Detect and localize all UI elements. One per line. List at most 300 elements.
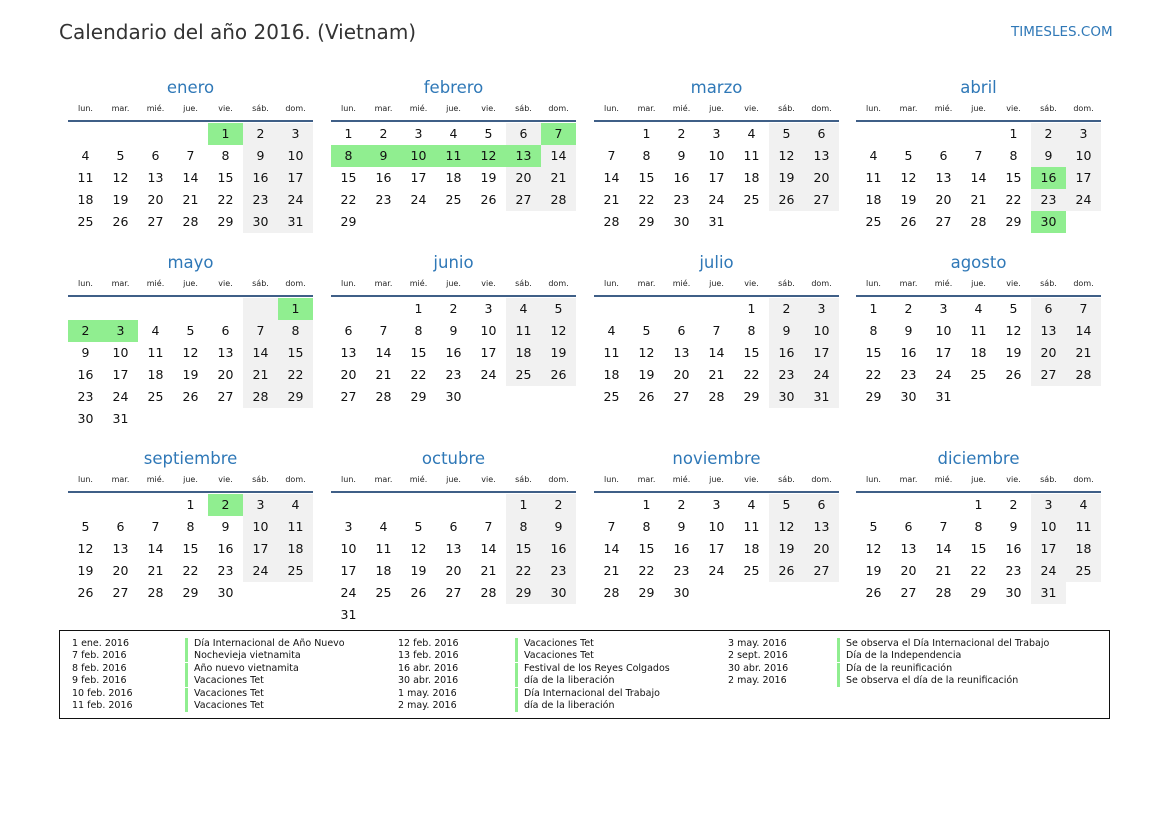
day-cell: 24: [340, 585, 357, 600]
day-cell: 18: [1066, 538, 1101, 560]
weekday-label: jue.: [183, 475, 198, 484]
day-cell: 27: [506, 189, 541, 211]
day-cell: 13: [900, 541, 917, 556]
day-cell: 7: [1066, 298, 1101, 320]
month-name: mayo: [167, 253, 214, 272]
day-cell: 2: [677, 497, 686, 512]
day-cell: 22: [1005, 192, 1022, 207]
day-cell: 2: [243, 123, 278, 145]
empty-cell: [366, 298, 401, 320]
empty-cell: [208, 408, 243, 430]
weekday-label: sáb.: [778, 104, 795, 113]
day-cell: 4: [974, 301, 983, 316]
weekday-label: mié.: [409, 279, 428, 288]
weekday-label: jue.: [971, 279, 986, 288]
day-cell: 27: [112, 585, 129, 600]
day-cell: 30: [541, 582, 576, 604]
empty-cell: [103, 494, 138, 516]
empty-cell: [173, 123, 208, 145]
day-cell: 16: [1005, 541, 1022, 556]
weekday-label: mié.: [146, 475, 165, 484]
day-cell: 25: [278, 560, 313, 582]
day-cell: 10: [278, 145, 313, 167]
day-cell: 23: [900, 367, 917, 382]
day-cell: 8: [221, 148, 230, 163]
empty-cell: [541, 604, 576, 626]
month-febrero: [331, 70, 576, 233]
weekday-header: [331, 473, 576, 493]
day-cell: 2: [1009, 497, 1018, 512]
weekday-label: jue.: [709, 104, 724, 113]
empty-cell: [804, 582, 839, 604]
day-cell: 14: [480, 541, 497, 556]
empty-cell: [278, 408, 313, 430]
day-cell: 1: [186, 497, 195, 512]
day-cell: 14: [541, 145, 576, 167]
day-cell: 27: [1031, 364, 1066, 386]
day-cell: 16: [900, 345, 917, 360]
day-cell: 23: [445, 367, 462, 382]
holiday-name: Vacaciones Tet: [185, 688, 264, 700]
day-cell: 14: [375, 345, 392, 360]
weekday-label: sáb.: [778, 475, 795, 484]
empty-cell: [891, 123, 926, 145]
day-cell: 9: [769, 320, 804, 342]
day-cell: 26: [1005, 367, 1022, 382]
day-cell: 24: [935, 367, 952, 382]
month-name: octubre: [421, 449, 486, 468]
day-cell: 24: [278, 189, 313, 211]
day-cell: 7: [607, 519, 616, 534]
weekday-label: mié.: [672, 104, 691, 113]
weekday-label: mar.: [637, 104, 656, 113]
weekday-label: sáb.: [1040, 104, 1057, 113]
day-cell: 7: [243, 320, 278, 342]
day-cell: 17: [708, 170, 725, 185]
empty-cell: [506, 386, 541, 408]
day-cell: 18: [278, 538, 313, 560]
day-cell: 20: [673, 367, 690, 382]
day-cell: 19: [1005, 345, 1022, 360]
day-cell: 21: [603, 192, 620, 207]
weekday-label: jue.: [446, 279, 461, 288]
day-cell: 24: [804, 364, 839, 386]
month-enero: [68, 70, 313, 233]
weekday-label: mar.: [899, 279, 918, 288]
day-cell: 13: [804, 145, 839, 167]
day-cell: 27: [340, 389, 357, 404]
day-cell: 12: [1005, 323, 1022, 338]
month-name: julio: [699, 253, 734, 272]
day-cell: 13: [147, 170, 164, 185]
day-cell: 26: [541, 364, 576, 386]
empty-cell: [594, 494, 629, 516]
day-grid: [856, 298, 1101, 408]
weekday-label: dom.: [811, 279, 832, 288]
day-cell: 14: [1066, 320, 1101, 342]
day-cell: 22: [638, 192, 655, 207]
empty-cell: [734, 582, 769, 604]
empty-cell: [1066, 582, 1101, 604]
weekday-label: mar.: [637, 279, 656, 288]
day-cell: 18: [603, 367, 620, 382]
weekday-label: mié.: [672, 279, 691, 288]
day-cell: 16: [541, 538, 576, 560]
day-cell: 7: [484, 519, 493, 534]
day-cell: 20: [900, 563, 917, 578]
day-cell: 12: [410, 541, 427, 556]
day-cell: 28: [935, 585, 952, 600]
weekday-label: dom.: [285, 104, 306, 113]
empty-cell: [1031, 386, 1066, 408]
day-cell: 5: [769, 494, 804, 516]
day-cell: 12: [769, 145, 804, 167]
holiday-name: Vacaciones Tet: [515, 638, 594, 650]
day-cell: 15: [340, 170, 357, 185]
day-cell: 25: [77, 214, 94, 229]
day-cell: 16: [375, 170, 392, 185]
weekday-label: mar.: [374, 104, 393, 113]
day-cell: 30: [673, 585, 690, 600]
day-cell: 4: [151, 323, 160, 338]
day-cell: 15: [638, 170, 655, 185]
day-cell: 21: [147, 563, 164, 578]
month-noviembre: [594, 441, 839, 604]
day-cell: 9: [243, 145, 278, 167]
day-cell: 19: [541, 342, 576, 364]
day-cell: 22: [410, 367, 427, 382]
day-cell: 2: [541, 494, 576, 516]
holiday-name: Se observa el Día Internacional del Trabajo: [837, 638, 1049, 650]
site-name[interactable]: TIMESLES.COM: [1011, 24, 1113, 40]
day-cell: 25: [147, 389, 164, 404]
day-cell: 5: [186, 323, 195, 338]
weekday-label: dom.: [1073, 104, 1094, 113]
day-cell: 8: [747, 323, 756, 338]
empty-cell: [1066, 211, 1101, 233]
day-cell: 25: [970, 367, 987, 382]
day-cell: 13: [673, 345, 690, 360]
day-cell: 1: [278, 298, 313, 320]
day-cell: 17: [480, 345, 497, 360]
day-cell: 24: [1066, 189, 1101, 211]
day-cell: 31: [1031, 582, 1066, 604]
weekday-label: vie.: [481, 475, 496, 484]
weekday-label: mar.: [111, 279, 130, 288]
holiday-name: Día Internacional de Año Nuevo: [185, 638, 345, 650]
empty-cell: [699, 582, 734, 604]
weekday-label: jue.: [183, 104, 198, 113]
day-cell: 16: [243, 167, 278, 189]
empty-cell: [471, 211, 506, 233]
day-cell: 24: [708, 563, 725, 578]
day-cell: 10: [340, 541, 357, 556]
day-cell: 26: [865, 585, 882, 600]
empty-cell: [594, 298, 629, 320]
holiday-date: 30 abr. 2016: [398, 675, 459, 687]
day-cell: 16: [445, 345, 462, 360]
day-cell: 4: [81, 148, 90, 163]
day-cell: 5: [904, 148, 913, 163]
day-cell: 18: [375, 563, 392, 578]
day-cell: 18: [77, 192, 94, 207]
day-cell: 9: [449, 323, 458, 338]
month-name: septiembre: [143, 449, 238, 468]
day-cell: 5: [484, 126, 493, 141]
holiday-name: Día Internacional del Trabajo: [515, 688, 660, 700]
day-cell: 28: [603, 585, 620, 600]
day-cell: 5: [1009, 301, 1018, 316]
weekday-header: [856, 473, 1101, 493]
day-cell: 11: [743, 148, 760, 163]
day-cell: 28: [541, 189, 576, 211]
holiday-date: 1 may. 2016: [398, 687, 457, 699]
weekday-label: mar.: [899, 104, 918, 113]
weekday-label: dom.: [811, 475, 832, 484]
day-cell: 17: [112, 367, 129, 382]
weekday-label: sáb.: [515, 279, 532, 288]
day-cell: 19: [182, 367, 199, 382]
day-cell: 30: [445, 389, 462, 404]
empty-cell: [961, 123, 996, 145]
day-cell: 15: [506, 538, 541, 560]
day-cell: 28: [970, 214, 987, 229]
holiday-name: Día de la Independencia: [837, 650, 961, 662]
holiday-legend: [59, 630, 1110, 719]
day-cell: 21: [603, 563, 620, 578]
day-cell: 17: [1031, 538, 1066, 560]
weekday-label: sáb.: [778, 279, 795, 288]
day-cell: 5: [541, 298, 576, 320]
weekday-header: [594, 102, 839, 122]
holiday-name: día de la liberación: [515, 675, 614, 687]
day-cell: 21: [708, 367, 725, 382]
day-cell: 19: [77, 563, 94, 578]
day-cell: 31: [708, 214, 725, 229]
day-cell: 2: [1031, 123, 1066, 145]
day-cell: 5: [869, 519, 878, 534]
day-cell: 21: [935, 563, 952, 578]
empty-cell: [366, 604, 401, 626]
weekday-header: [331, 277, 576, 297]
day-cell: 6: [677, 323, 686, 338]
day-cell: 9: [677, 148, 686, 163]
empty-cell: [208, 298, 243, 320]
weekday-label: jue.: [446, 475, 461, 484]
day-cell: 23: [1031, 189, 1066, 211]
day-cell: 16: [1031, 167, 1066, 189]
day-cell: 23: [217, 563, 234, 578]
day-cell: 11: [375, 541, 392, 556]
day-cell: 23: [673, 563, 690, 578]
weekday-header: [68, 277, 313, 297]
day-cell: 8: [506, 516, 541, 538]
empty-cell: [506, 604, 541, 626]
day-cell: 9: [221, 519, 230, 534]
day-cell: 19: [865, 563, 882, 578]
day-cell: 24: [1031, 560, 1066, 582]
day-cell: 1: [506, 494, 541, 516]
weekday-label: mié.: [409, 104, 428, 113]
day-cell: 1: [344, 126, 353, 141]
weekday-label: sáb.: [1040, 279, 1057, 288]
weekday-label: vie.: [1006, 279, 1021, 288]
empty-cell: [926, 123, 961, 145]
day-cell: 11: [865, 170, 882, 185]
day-cell: 28: [603, 214, 620, 229]
holiday-date: 3 may. 2016: [728, 638, 787, 649]
day-cell: 24: [243, 560, 278, 582]
day-cell: 11: [1066, 516, 1101, 538]
empty-cell: [68, 123, 103, 145]
weekday-label: mar.: [899, 475, 918, 484]
month-septiembre: [68, 441, 313, 604]
day-cell: 30: [900, 389, 917, 404]
day-cell: 14: [603, 541, 620, 556]
day-cell: 6: [804, 494, 839, 516]
weekday-label: vie.: [744, 279, 759, 288]
holiday-date: 1 ene. 2016: [72, 638, 129, 649]
day-cell: 3: [278, 123, 313, 145]
day-cell: 29: [340, 214, 357, 229]
month-marzo: [594, 70, 839, 233]
holiday-date: 11 feb. 2016: [72, 699, 133, 711]
day-cell: 8: [186, 519, 195, 534]
weekday-label: mar.: [111, 475, 130, 484]
day-cell: 13: [506, 145, 541, 167]
day-cell: 19: [900, 192, 917, 207]
day-cell: 4: [607, 323, 616, 338]
holiday-name: Se observa el día de la reunificación: [837, 675, 1018, 687]
empty-cell: [506, 211, 541, 233]
empty-cell: [471, 386, 506, 408]
weekday-label: vie.: [744, 104, 759, 113]
day-cell: 31: [935, 389, 952, 404]
empty-cell: [541, 211, 576, 233]
weekday-label: mié.: [409, 475, 428, 484]
month-name: junio: [433, 253, 474, 272]
day-cell: 25: [506, 364, 541, 386]
day-cell: 11: [743, 519, 760, 534]
day-cell: 3: [414, 126, 423, 141]
day-cell: 18: [445, 170, 462, 185]
day-cell: 23: [243, 189, 278, 211]
day-cell: 6: [1031, 298, 1066, 320]
day-cell: 21: [1066, 342, 1101, 364]
day-cell: 25: [375, 585, 392, 600]
weekday-label: lun.: [78, 279, 93, 288]
day-cell: 23: [1005, 563, 1022, 578]
empty-cell: [996, 386, 1031, 408]
day-cell: 20: [804, 538, 839, 560]
weekday-label: lun.: [604, 104, 619, 113]
day-cell: 26: [769, 560, 804, 582]
day-cell: 28: [480, 585, 497, 600]
day-cell: 10: [804, 320, 839, 342]
empty-cell: [138, 298, 173, 320]
month-name: agosto: [950, 253, 1007, 272]
day-cell: 21: [480, 563, 497, 578]
weekday-label: sáb.: [515, 104, 532, 113]
day-cell: 29: [638, 214, 655, 229]
holiday-date: 2 may. 2016: [398, 699, 457, 711]
day-cell: 27: [445, 585, 462, 600]
day-cell: 14: [147, 541, 164, 556]
day-cell: 17: [935, 345, 952, 360]
weekday-label: vie.: [218, 475, 233, 484]
empty-cell: [541, 386, 576, 408]
day-cell: 25: [445, 192, 462, 207]
empty-cell: [366, 494, 401, 516]
day-cell: 7: [712, 323, 721, 338]
day-cell: 15: [182, 541, 199, 556]
day-cell: 8: [642, 148, 651, 163]
day-cell: 6: [151, 148, 160, 163]
day-cell: 2: [208, 494, 243, 516]
day-cell: 30: [77, 411, 94, 426]
day-cell: 13: [112, 541, 129, 556]
day-cell: 23: [769, 364, 804, 386]
weekday-label: mié.: [934, 279, 953, 288]
day-cell: 16: [673, 541, 690, 556]
weekday-label: lun.: [866, 104, 881, 113]
day-cell: 6: [344, 323, 353, 338]
day-cell: 1: [642, 497, 651, 512]
day-grid: [68, 123, 313, 233]
weekday-label: sáb.: [1040, 475, 1057, 484]
day-cell: 27: [147, 214, 164, 229]
weekday-label: dom.: [285, 475, 306, 484]
day-grid: [68, 494, 313, 604]
weekday-label: lun.: [604, 279, 619, 288]
day-cell: 21: [970, 192, 987, 207]
holiday-name: día de la liberación: [515, 700, 614, 712]
weekday-label: mié.: [934, 475, 953, 484]
holiday-date: 12 feb. 2016: [398, 638, 459, 649]
day-cell: 1: [869, 301, 878, 316]
day-cell: 13: [445, 541, 462, 556]
empty-cell: [1066, 386, 1101, 408]
weekday-label: mié.: [146, 279, 165, 288]
day-cell: 15: [743, 345, 760, 360]
day-cell: 11: [436, 145, 471, 167]
day-cell: 2: [449, 301, 458, 316]
day-cell: 27: [900, 585, 917, 600]
day-cell: 26: [77, 585, 94, 600]
month-name: marzo: [690, 78, 743, 97]
day-cell: 3: [344, 519, 353, 534]
weekday-label: vie.: [1006, 475, 1021, 484]
day-cell: 3: [712, 497, 721, 512]
holiday-name: Nochevieja vietnamita: [185, 650, 301, 662]
day-cell: 30: [243, 211, 278, 233]
empty-cell: [173, 408, 208, 430]
holiday-date: 10 feb. 2016: [72, 687, 133, 699]
holiday-name: Vacaciones Tet: [185, 675, 264, 687]
day-cell: 15: [638, 541, 655, 556]
empty-cell: [594, 123, 629, 145]
day-cell: 14: [243, 342, 278, 364]
weekday-label: dom.: [1073, 475, 1094, 484]
weekday-label: dom.: [548, 475, 569, 484]
day-cell: 10: [480, 323, 497, 338]
weekday-label: lun.: [78, 104, 93, 113]
day-cell: 26: [410, 585, 427, 600]
holiday-name: Día de la reunificación: [837, 663, 952, 675]
day-cell: 6: [804, 123, 839, 145]
weekday-header: [856, 277, 1101, 297]
day-cell: 20: [1031, 342, 1066, 364]
